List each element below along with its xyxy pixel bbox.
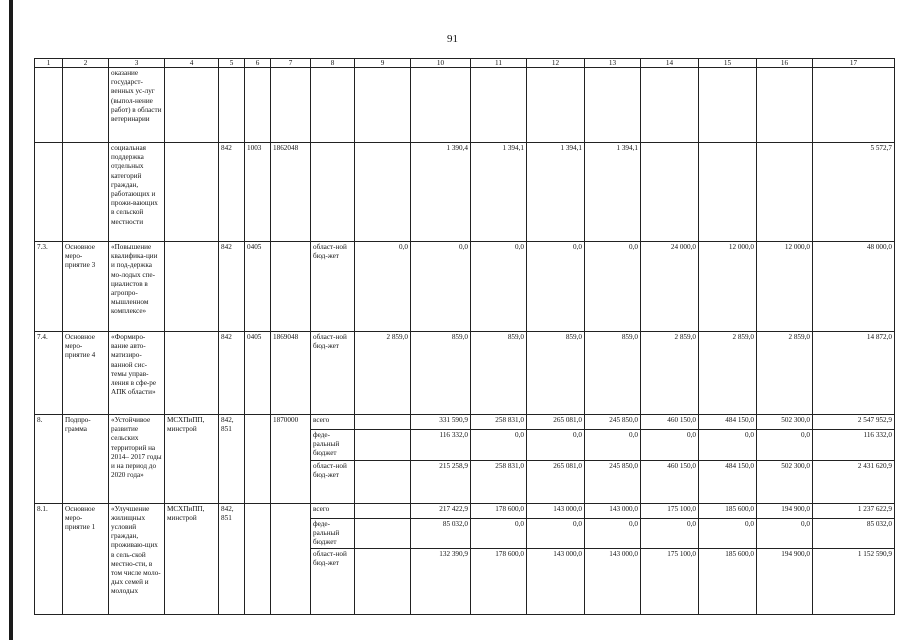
amount-cell: 143 000,0: [527, 549, 585, 615]
amount-cell: 0,0: [355, 242, 411, 332]
amount-cell: [641, 68, 699, 143]
amount-cell: 143 000,0: [585, 503, 641, 518]
funding-source: област-ной бюд-жет: [311, 460, 355, 503]
amount-cell: 175 100,0: [641, 503, 699, 518]
amount-cell: 116 332,0: [411, 430, 471, 461]
amount-cell: 484 150,0: [699, 460, 757, 503]
row-description: «Повышение квалифика-ции и под-держка мо-лодых спе-циалистов в агропро-мышленном комплексе»: [109, 242, 165, 332]
amount-cell: 0,0: [757, 430, 813, 461]
row-code-csr: [271, 503, 311, 615]
table-row: [35, 332, 895, 415]
row-code-grbs: 842: [219, 143, 245, 242]
amount-cell: 265 081,0: [527, 460, 585, 503]
table-row: [35, 503, 895, 518]
row-type: Основное меро-приятие 1: [63, 503, 109, 615]
amount-cell: 502 300,0: [757, 415, 813, 430]
amount-cell: 859,0: [411, 332, 471, 415]
amount-cell: 2 431 620,9: [813, 460, 895, 503]
column-header: 16: [757, 59, 813, 68]
row-code-grbs: 842, 851: [219, 503, 245, 615]
column-header: 2: [63, 59, 109, 68]
column-header: 13: [585, 59, 641, 68]
amount-cell: 143 000,0: [527, 503, 585, 518]
row-type: [63, 68, 109, 143]
amount-cell: 502 300,0: [757, 460, 813, 503]
amount-cell: 0,0: [527, 518, 585, 549]
amount-cell: 14 872,0: [813, 332, 895, 415]
row-code-rzpr: 0405: [245, 332, 271, 415]
column-header: 8: [311, 59, 355, 68]
amount-cell: 859,0: [471, 332, 527, 415]
column-header: 11: [471, 59, 527, 68]
row-code-rzpr: [245, 503, 271, 615]
amount-cell: [471, 68, 527, 143]
amount-cell: 12 000,0: [699, 242, 757, 332]
column-header: 15: [699, 59, 757, 68]
left-margin-bar: [9, 0, 13, 640]
amount-cell: 1 394,1: [585, 143, 641, 242]
amount-cell: 85 032,0: [411, 518, 471, 549]
row-code-grbs: 842: [219, 332, 245, 415]
row-number: 7.4.: [35, 332, 63, 415]
amount-cell: [527, 68, 585, 143]
amount-cell: [699, 143, 757, 242]
funding-source: феде-ральный бюджет: [311, 518, 355, 549]
amount-cell: 331 590,9: [411, 415, 471, 430]
row-number: 8.: [35, 415, 63, 504]
amount-cell: 5 572,7: [813, 143, 895, 242]
amount-cell: 48 000,0: [813, 242, 895, 332]
row-executor: МСХПиПП, минстрой: [165, 503, 219, 615]
amount-cell: 2 859,0: [699, 332, 757, 415]
column-header: 12: [527, 59, 585, 68]
amount-cell: 194 900,0: [757, 503, 813, 518]
table-row: [35, 68, 895, 143]
amount-cell: 859,0: [527, 332, 585, 415]
row-code-rzpr: [245, 68, 271, 143]
row-executor: [165, 242, 219, 332]
row-description: «Устойчивое развитие сельских территорий на 2014– 2017 годы и на период до 2020 года»: [109, 415, 165, 504]
row-number: 8.1.: [35, 503, 63, 615]
amount-cell: 460 150,0: [641, 415, 699, 430]
amount-cell: 12 000,0: [757, 242, 813, 332]
page-number: 91: [447, 33, 458, 45]
row-number: [35, 68, 63, 143]
funding-source: феде-ральный бюджет: [311, 430, 355, 461]
amount-cell: 258 831,0: [471, 460, 527, 503]
amount-cell: 0,0: [585, 242, 641, 332]
funding-source: всего: [311, 503, 355, 518]
row-description: «Улучшение жилищных условий граждан, проживаю-щих в сель-ской местно-сти, в том числе моло-дых семей и молодых: [109, 503, 165, 615]
amount-cell: 178 600,0: [471, 549, 527, 615]
amount-cell: 0,0: [699, 518, 757, 549]
amount-cell: [355, 503, 411, 518]
row-executor: [165, 143, 219, 242]
funding-source: [311, 143, 355, 242]
budget-table: [34, 58, 895, 615]
amount-cell: [641, 143, 699, 242]
amount-cell: [355, 143, 411, 242]
row-type: Основное меро-приятие 3: [63, 242, 109, 332]
amount-cell: 1 390,4: [411, 143, 471, 242]
row-code-csr: 1862048: [271, 143, 311, 242]
amount-cell: 0,0: [527, 430, 585, 461]
amount-cell: 0,0: [471, 518, 527, 549]
row-description: оказание государст-венных ус-луг (выпол-нение работ) в области ветеринарии: [109, 68, 165, 143]
row-executor: МСХПиПП, минстрой: [165, 415, 219, 504]
column-header: 10: [411, 59, 471, 68]
amount-cell: 0,0: [471, 242, 527, 332]
amount-cell: 484 150,0: [699, 415, 757, 430]
amount-cell: [355, 68, 411, 143]
amount-cell: 116 332,0: [813, 430, 895, 461]
table-row: [35, 415, 895, 430]
row-code-csr: [271, 242, 311, 332]
row-code-csr: [271, 68, 311, 143]
amount-cell: 245 850,0: [585, 460, 641, 503]
amount-cell: 460 150,0: [641, 460, 699, 503]
amount-cell: 859,0: [585, 332, 641, 415]
amount-cell: [355, 518, 411, 549]
amount-cell: 185 600,0: [699, 503, 757, 518]
amount-cell: 143 000,0: [585, 549, 641, 615]
amount-cell: 178 600,0: [471, 503, 527, 518]
amount-cell: [757, 143, 813, 242]
amount-cell: 217 422,9: [411, 503, 471, 518]
row-number: [35, 143, 63, 242]
amount-cell: [813, 68, 895, 143]
amount-cell: [355, 549, 411, 615]
amount-cell: 132 390,9: [411, 549, 471, 615]
column-header: 9: [355, 59, 411, 68]
amount-cell: 24 000,0: [641, 242, 699, 332]
amount-cell: 265 081,0: [527, 415, 585, 430]
row-code-rzpr: 0405: [245, 242, 271, 332]
amount-cell: 2 547 952,9: [813, 415, 895, 430]
amount-cell: [355, 415, 411, 430]
amount-cell: [355, 460, 411, 503]
row-description: социальная поддержка отдельных категорий граждан, работающих и прожи-вающих в сельской местности: [109, 143, 165, 242]
amount-cell: 0,0: [699, 430, 757, 461]
amount-cell: 0,0: [757, 518, 813, 549]
column-header: 3: [109, 59, 165, 68]
amount-cell: 2 859,0: [757, 332, 813, 415]
row-number: 7.3.: [35, 242, 63, 332]
table-row: [35, 242, 895, 332]
column-header: 6: [245, 59, 271, 68]
funding-source: област-ной бюд-жет: [311, 242, 355, 332]
amount-cell: 0,0: [527, 242, 585, 332]
amount-cell: 0,0: [411, 242, 471, 332]
column-header: 4: [165, 59, 219, 68]
row-code-csr: 1869048: [271, 332, 311, 415]
row-code-csr: 1870000: [271, 415, 311, 504]
column-header: 17: [813, 59, 895, 68]
amount-cell: 0,0: [641, 430, 699, 461]
funding-source: област-ной бюд-жет: [311, 332, 355, 415]
column-header-row: [35, 59, 895, 68]
column-header: 5: [219, 59, 245, 68]
row-executor: [165, 68, 219, 143]
amount-cell: 1 394,1: [471, 143, 527, 242]
amount-cell: [411, 68, 471, 143]
amount-cell: 185 600,0: [699, 549, 757, 615]
row-code-rzpr: [245, 415, 271, 504]
row-executor: [165, 332, 219, 415]
amount-cell: 0,0: [585, 430, 641, 461]
table-row: [35, 143, 895, 242]
row-type: [63, 143, 109, 242]
amount-cell: 245 850,0: [585, 415, 641, 430]
amount-cell: [355, 430, 411, 461]
amount-cell: 2 859,0: [641, 332, 699, 415]
amount-cell: [757, 68, 813, 143]
amount-cell: 175 100,0: [641, 549, 699, 615]
row-type: Подпро-грамма: [63, 415, 109, 504]
amount-cell: 85 032,0: [813, 518, 895, 549]
column-header: 14: [641, 59, 699, 68]
funding-source: област-ной бюд-жет: [311, 549, 355, 615]
amount-cell: 1 152 590,9: [813, 549, 895, 615]
amount-cell: 0,0: [641, 518, 699, 549]
amount-cell: 2 859,0: [355, 332, 411, 415]
amount-cell: 1 394,1: [527, 143, 585, 242]
row-description: «Формиро-вание авто-матизиро-ванной сис-темы управ-ления в сфе-ре АПК области»: [109, 332, 165, 415]
column-header: 7: [271, 59, 311, 68]
amount-cell: 0,0: [471, 430, 527, 461]
row-type: Основное меро-приятие 4: [63, 332, 109, 415]
row-code-rzpr: 1003: [245, 143, 271, 242]
amount-cell: [699, 68, 757, 143]
funding-source: всего: [311, 415, 355, 430]
amount-cell: 258 831,0: [471, 415, 527, 430]
amount-cell: 1 237 622,9: [813, 503, 895, 518]
amount-cell: [585, 68, 641, 143]
column-header: 1: [35, 59, 63, 68]
row-code-grbs: 842, 851: [219, 415, 245, 504]
amount-cell: 0,0: [585, 518, 641, 549]
amount-cell: 194 900,0: [757, 549, 813, 615]
row-code-grbs: 842: [219, 242, 245, 332]
row-code-grbs: [219, 68, 245, 143]
amount-cell: 215 258,9: [411, 460, 471, 503]
funding-source: [311, 68, 355, 143]
